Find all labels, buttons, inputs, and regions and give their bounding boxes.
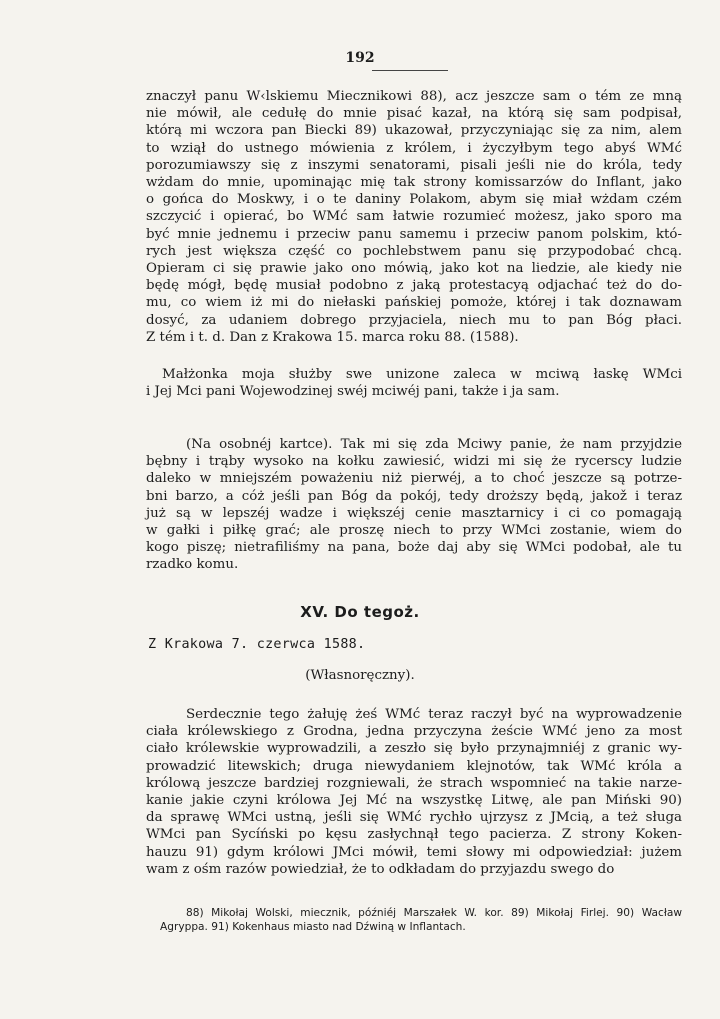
text-line: rych jest większa część co pochlebstwem panu się przypodobać chcą.: [146, 243, 682, 259]
text-line: bni barzo, a cóż jeśli pan Bóg da pokój, tedy droższy będą, jakož i teraz: [146, 488, 682, 504]
text-line: królową jeszcze bardziej rozgniewali, że strach wspomnieć na takie narze-: [146, 775, 682, 791]
text-line: da sprawę WMci ustną, jeśli się WMć rychło ujrzysz z JMcią, a też sługa: [146, 810, 682, 826]
text-line: w gałki i piłkę grać; ale proszę niech to przy WMci zostanie, wiem do: [146, 523, 682, 539]
footnote-line: Agryppa. 91) Kokenhaus miasto nad Dźwiną w Inflantach.: [160, 921, 466, 933]
paragraph-1: [146, 88, 682, 346]
text-line: kogo piszę; nietrafiliśmy na pana, boże daj aby się WMci podobał, ale tu: [146, 540, 682, 556]
footnote-line: 88) Mikołaj Wolski, miecznik, późniéj Marszałek W. kor. 89) Mikołaj Firlej. 90) Wacław: [186, 907, 682, 919]
text-line: Małżonka moja służby swe unizone zaleca w mciwą łaskę WMci: [162, 367, 682, 382]
text-line: prowadzić litewskich; druga niewydaniem klejnotów, tak WMć króla a: [146, 758, 682, 774]
text-line: znaczył panu W‹lskiemu Miecznikowi 88), acz jeszcze sam o tém ze mną: [146, 89, 682, 104]
text-line: porozumiawszy się z inszymi senatorami, pisali jeśli nie do króla, tedy: [146, 157, 682, 173]
footnotes: [160, 906, 682, 934]
text-line: daleko w mniejszém poważeniu niż pierwéj, a to choć jeszcze są potrze-: [146, 471, 682, 487]
paragraph-3: [146, 436, 682, 574]
text-line: o gońca do Moskwy, i o te daniny Polakom, abym się miał wżdam czém: [146, 192, 682, 208]
page-number-rule: [372, 70, 448, 71]
paragraph-2: [146, 366, 682, 400]
text-line: wżdam do mnie, upominając mię tak strony komissarzów do Inflant, jako: [146, 175, 682, 191]
text-line: to wziął do ustnego mówienia z królem, i życzyłbym tego abyś WMć: [146, 140, 682, 156]
section-heading: XV. Do tegoż.: [300, 603, 420, 621]
autograph-note: (Własnoręczny).: [305, 668, 415, 683]
page-number: 192: [345, 50, 375, 66]
text-line: będę mógł, będę musiał podobno z jaką protestacyą odjachać też do do-: [146, 278, 682, 294]
text-line: szczycić i opierać, bo WMć sam łatwie rozumieć możesz, jako sporo ma: [146, 209, 682, 225]
text-line: Serdecznie tego żałuję żeś WMć teraz raczył być na wyprowadzenie: [186, 707, 682, 722]
text-line: hauzu 91) gdym królowi JMci mówił, temi słowy mi odpowiedział: jużem: [146, 844, 682, 860]
text-line: mu, co wiem iż mi do niełaski pańskiej pomoże, której i tak doznawam: [146, 295, 682, 311]
text-line: (Na osobnéj kartce). Tak mi się zda Mciwy panie, że nam przyjdzie: [186, 437, 682, 452]
text-line: kanie jakie czyni królowa Jej Mć na wszystkę Litwę, ale pan Miński 90): [146, 793, 682, 809]
text-line: ciało królewskie wyprowadzili, a zeszło się było przynajmniéj z granic wy-: [146, 741, 682, 757]
date-line: Z Krakowa 7. czerwca 1588.: [148, 637, 366, 652]
paragraph-4: [146, 706, 682, 878]
text-line: nie mówił, ale cedułę do mnie pisać kazał, na którą się sam podpisał,: [146, 106, 682, 122]
text-line: dosyć, za udaniem dobrego przyjaciela, niech mu to pan Bóg płaci.: [146, 312, 682, 328]
text-line: rzadko komu.: [146, 557, 239, 573]
text-line: już są w lepszéj wadze i większéj cenie masztarnicy i ci co pomagają: [146, 505, 682, 521]
text-line: WMci pan Sycíński po kęsu zasłychnął tego pacierza. Z strony Koken-: [146, 827, 682, 843]
text-line: wam z ośm razów powiedział, że to odkładam do przyjazdu swego do: [146, 861, 615, 877]
text-line: ciała królewskiego z Grodna, jedna przyczyna żeście WMć jeno za most: [146, 724, 682, 740]
text-line: którą mi wczora pan Biecki 89) ukazował, przyczyniając się za nim, alem: [146, 123, 682, 139]
text-line: być mnie jednemu i przeciw panu samemu i przeciw panom polskim, któ-: [146, 226, 682, 242]
text-line: Z tém i t. d. Dan z Krakowa 15. marca roku 88. (1588).: [146, 329, 519, 345]
text-line: bębny i trąby wysoko na kołku zawiesić, widzi mi się że rycerscy ludzie: [146, 454, 682, 470]
text-line: i Jej Mci pani Wojewodzinej swéj mciwéj pani, także i ja sam.: [146, 384, 560, 400]
text-line: Opieram ci się prawie jako ono mówią, jako kot na liedzie, ale kiedy nie: [146, 261, 682, 277]
